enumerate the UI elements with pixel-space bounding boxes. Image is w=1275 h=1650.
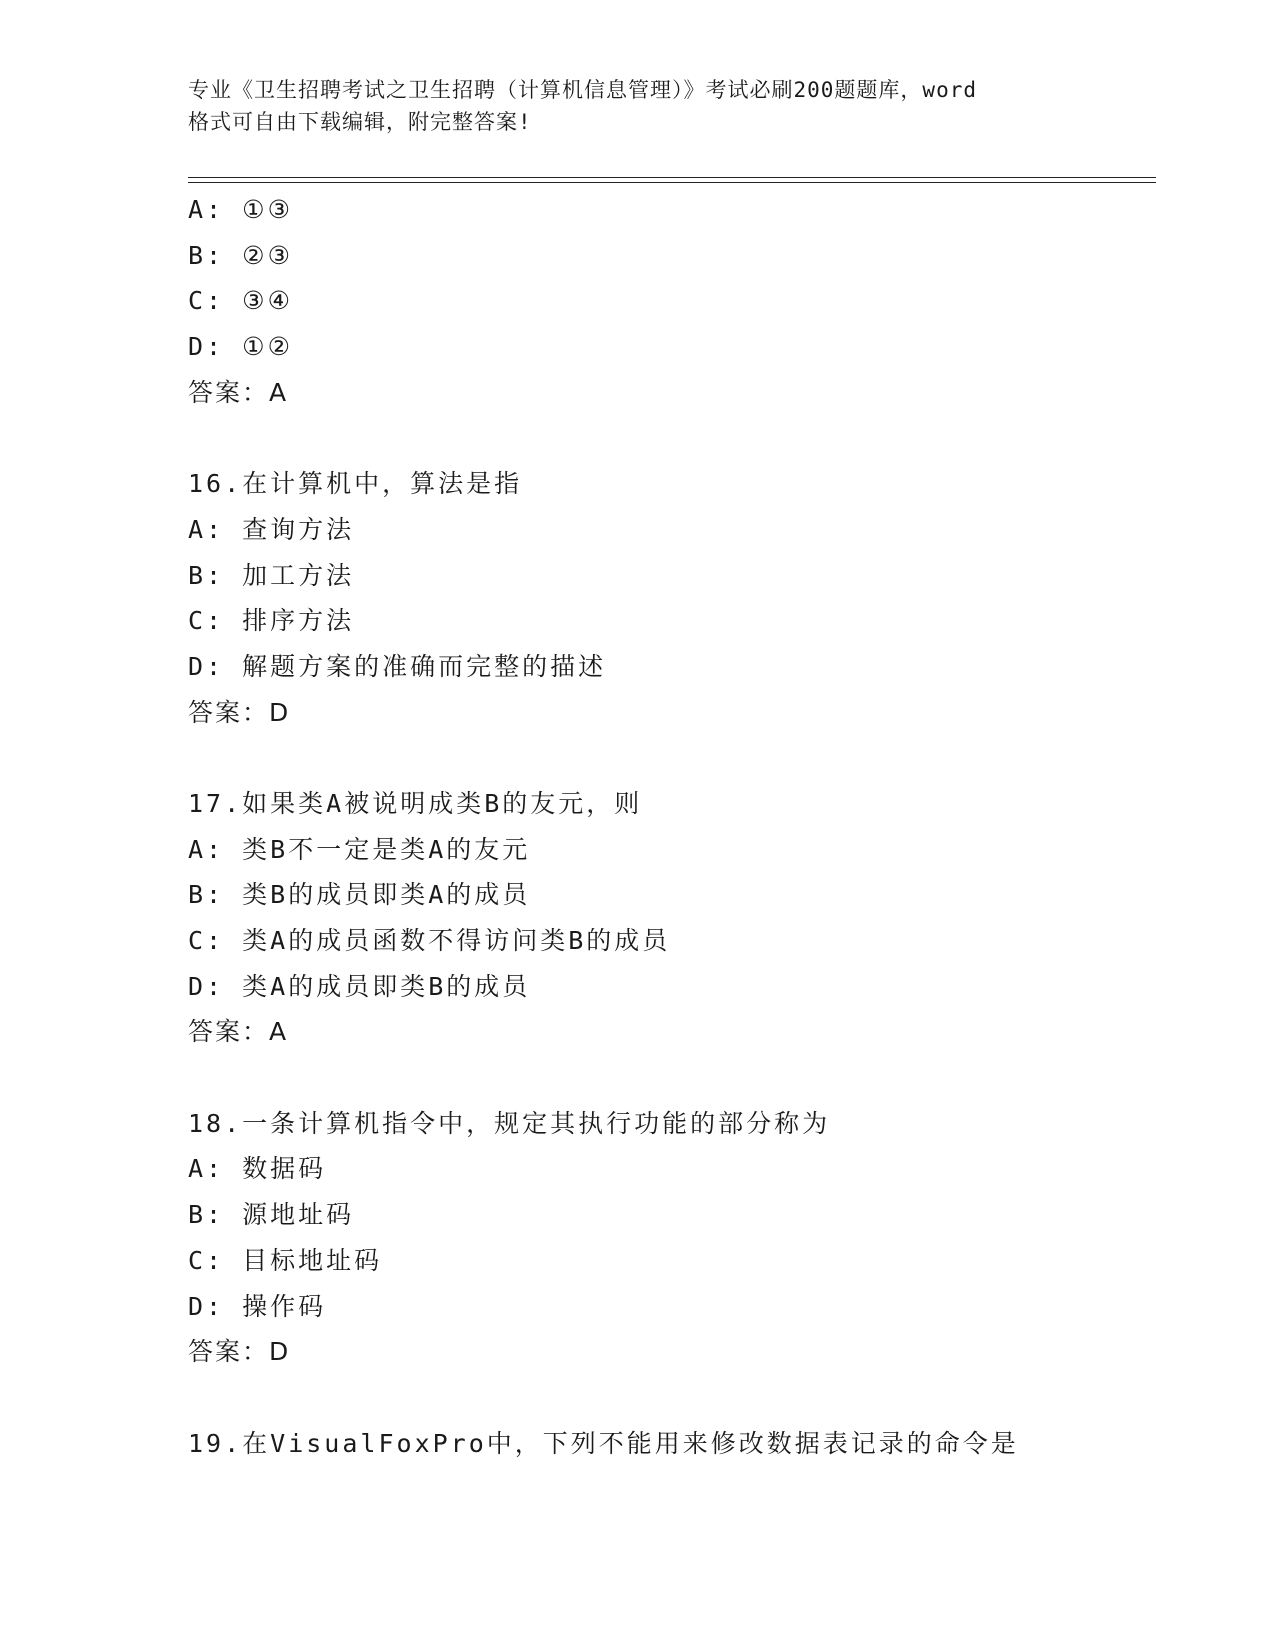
question-18 (188, 1101, 1148, 1375)
answer-line: 答案：A (188, 377, 289, 407)
document-header (188, 74, 1088, 138)
spacer (188, 415, 1148, 461)
question-15-continued (188, 187, 1148, 415)
question-16 (188, 461, 1148, 735)
question-list (188, 187, 1148, 1466)
question-19 (188, 1421, 1148, 1467)
question-stem: 16.在计算机中，算法是指 (188, 469, 523, 499)
option-d: D: 操作码 (188, 1291, 327, 1321)
option-a: A: 数据码 (188, 1154, 327, 1184)
option-a: A: 类B不一定是类A的友元 (188, 834, 531, 864)
option-a: A: ①③ (188, 195, 293, 224)
question-17 (188, 781, 1148, 1055)
option-a: A: 查询方法 (188, 514, 355, 544)
header-divider-bottom (188, 182, 1156, 183)
header-line-2: 格式可自由下载编辑，附完整答案! (188, 110, 532, 134)
option-c: C: ③④ (188, 286, 293, 316)
question-stem: 18.一条计算机指令中，规定其执行功能的部分称为 (188, 1108, 831, 1138)
option-d: D: ①② (188, 332, 293, 362)
header-line-1: 专业《卫生招聘考试之卫生招聘（计算机信息管理）》考试必刷200题题库，word (188, 78, 977, 102)
spacer (188, 1375, 1148, 1421)
answer-line: 答案：D (188, 1337, 291, 1367)
option-b: B: ②③ (188, 240, 293, 270)
option-b: B: 源地址码 (188, 1200, 355, 1230)
option-b: B: 类B的成员即类A的成员 (188, 880, 531, 910)
option-b: B: 加工方法 (188, 560, 355, 590)
question-stem: 17.如果类A被说明成类B的友元，则 (188, 788, 643, 818)
option-c: C: 排序方法 (188, 606, 355, 636)
spacer (188, 1055, 1148, 1101)
option-d: D: 解题方案的准确而完整的描述 (188, 651, 607, 681)
option-c: C: 类A的成员函数不得访问类B的成员 (188, 926, 671, 955)
header-divider-top (188, 177, 1156, 178)
answer-line: 答案：D (188, 697, 291, 727)
option-c: C: 目标地址码 (188, 1245, 383, 1275)
option-d: D: 类A的成员即类B的成员 (188, 971, 531, 1001)
question-stem: 19.在VisualFoxPro中，下列不能用来修改数据表记录的命令是 (188, 1428, 1019, 1458)
spacer (188, 735, 1148, 781)
answer-line: 答案：A (188, 1017, 289, 1047)
